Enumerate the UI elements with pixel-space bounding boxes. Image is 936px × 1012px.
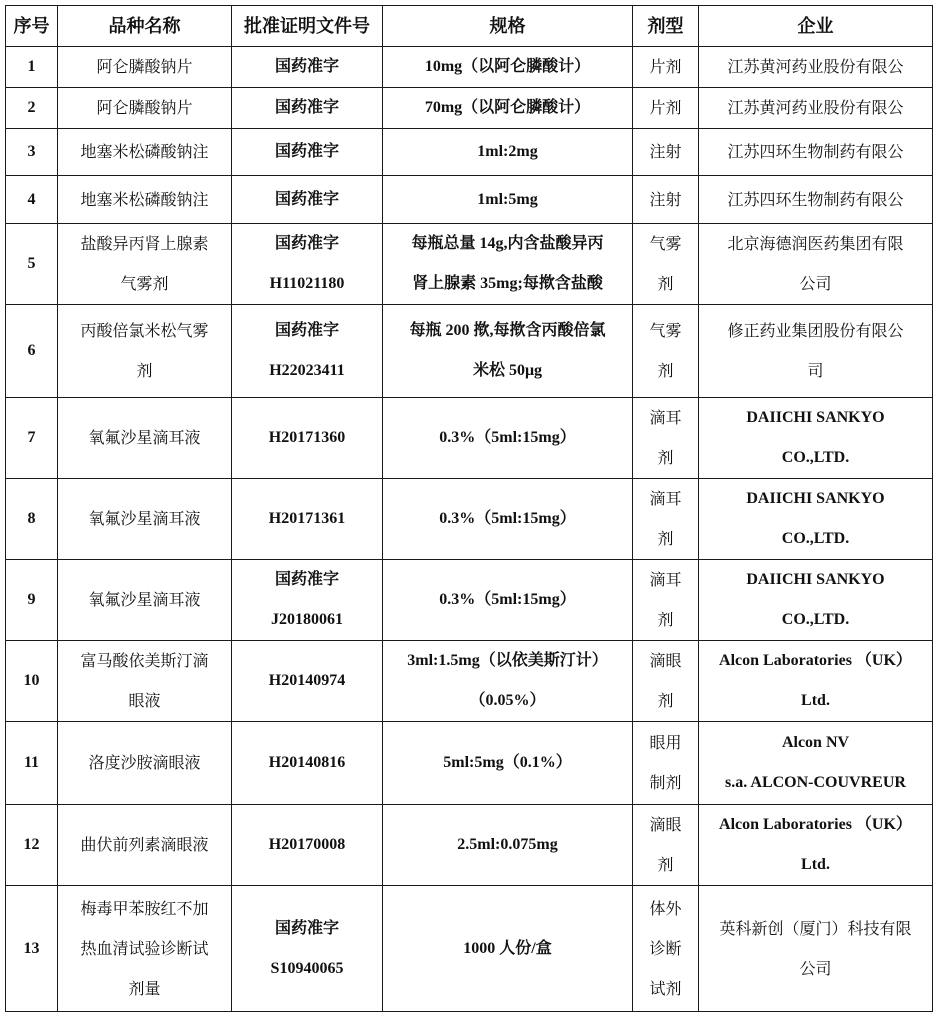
cell-seq: 6 bbox=[6, 305, 58, 398]
cell-seq: 5 bbox=[6, 224, 58, 305]
cell-name bbox=[58, 129, 232, 176]
table-row bbox=[6, 805, 933, 886]
cell-approval-line: S10940065 bbox=[270, 959, 344, 977]
cell-spec-line: 每瓶总量 14g,内含盐酸异丙 bbox=[411, 235, 604, 252]
cell-approval-line: H20171360 bbox=[268, 429, 346, 446]
cell-approval bbox=[232, 805, 383, 886]
cell-company-line: Ltd. bbox=[801, 692, 830, 709]
cell-spec bbox=[383, 479, 633, 560]
table-row bbox=[6, 305, 933, 398]
cell-approval bbox=[232, 398, 383, 479]
cell-company-line: DAIICHI SANKYO bbox=[746, 490, 885, 507]
header-company: 企业 bbox=[699, 6, 933, 47]
cell-approval-line: H22023411 bbox=[269, 362, 345, 379]
cell-name bbox=[58, 886, 232, 1012]
cell-approval-line: H11021180 bbox=[269, 275, 345, 292]
cell-form-line: 片剂 bbox=[649, 57, 682, 76]
table-row bbox=[6, 129, 933, 176]
cell-name-line: 阿仑膦酸钠片 bbox=[96, 98, 193, 117]
cell-company bbox=[699, 560, 933, 641]
header-form: 剂型 bbox=[633, 6, 699, 47]
cell-company-line: Alcon NV bbox=[781, 734, 850, 751]
table-row bbox=[6, 560, 933, 641]
header-row bbox=[6, 6, 933, 47]
cell-name-line: 氧氟沙星滴耳液 bbox=[88, 509, 201, 528]
cell-name-line: 热血清试验诊断试 bbox=[80, 938, 209, 958]
cell-form-line: 滴眼 bbox=[649, 815, 682, 834]
cell-company bbox=[699, 398, 933, 479]
cell-company-line: s.a. ALCON-COUVREUR bbox=[725, 774, 906, 791]
cell-approval-line: 国药准字 bbox=[274, 322, 339, 339]
cell-seq: 1 bbox=[6, 47, 58, 88]
cell-spec-line: 1ml:2mg bbox=[477, 143, 538, 160]
cell-seq: 4 bbox=[6, 176, 58, 224]
cell-company-line: DAIICHI SANKYO bbox=[746, 409, 885, 426]
cell-name bbox=[58, 560, 232, 641]
cell-form-line: 注射 bbox=[649, 142, 682, 161]
cell-approval bbox=[232, 305, 383, 398]
cell-company bbox=[699, 47, 933, 88]
cell-company-line: Alcon Laboratories （UK） bbox=[719, 652, 912, 669]
cell-company-line: 司 bbox=[807, 361, 824, 380]
cell-name-line: 地塞米松磷酸钠注 bbox=[80, 189, 209, 209]
cell-name bbox=[58, 224, 232, 305]
table-row bbox=[6, 176, 933, 224]
cell-seq: 3 bbox=[6, 129, 58, 176]
cell-form-line: 剂 bbox=[657, 448, 674, 467]
cell-company-line: 北京海德润医药集团有限 bbox=[727, 234, 904, 253]
cell-seq: 12 bbox=[6, 805, 58, 886]
cell-approval bbox=[232, 129, 383, 176]
cell-form bbox=[633, 129, 699, 176]
table-row bbox=[6, 224, 933, 305]
cell-company-line: 修正药业集团股份有限公 bbox=[727, 321, 904, 340]
cell-form bbox=[633, 88, 699, 129]
cell-spec bbox=[383, 805, 633, 886]
cell-name-line: 富马酸依美斯汀滴 bbox=[80, 651, 209, 670]
cell-company bbox=[699, 88, 933, 129]
cell-spec-line: 10mg（以阿仑膦酸计） bbox=[424, 58, 591, 75]
cell-spec-line: 70mg（以阿仑膦酸计） bbox=[424, 99, 591, 116]
cell-name bbox=[58, 305, 232, 398]
cell-name-line: 剂量 bbox=[128, 978, 161, 998]
cell-form bbox=[633, 560, 699, 641]
table-body bbox=[6, 47, 933, 1012]
cell-spec-line: 肾上腺素 35mg;每揿含盐酸 bbox=[412, 275, 603, 292]
cell-spec bbox=[383, 47, 633, 88]
header-spec: 规格 bbox=[383, 6, 633, 47]
cell-form-line: 制剂 bbox=[649, 773, 682, 792]
cell-approval bbox=[232, 886, 383, 1012]
cell-spec-line: （0.05%） bbox=[469, 692, 546, 709]
cell-name bbox=[58, 176, 232, 224]
cell-name-line: 洛度沙胺滴眼液 bbox=[88, 753, 201, 772]
cell-form-line: 剂 bbox=[657, 691, 674, 710]
cell-form-line: 注射 bbox=[649, 189, 682, 209]
cell-name-line: 盐酸异丙肾上腺素 bbox=[80, 234, 209, 253]
cell-form-line: 试剂 bbox=[649, 978, 682, 998]
cell-seq: 11 bbox=[6, 722, 58, 805]
table-row bbox=[6, 47, 933, 88]
cell-form-line: 剂 bbox=[657, 529, 674, 548]
cell-spec bbox=[383, 722, 633, 805]
cell-spec bbox=[383, 560, 633, 641]
cell-name-line: 气雾剂 bbox=[120, 274, 169, 293]
cell-spec-line: 1ml:5mg bbox=[477, 190, 538, 208]
cell-form-line: 剂 bbox=[657, 274, 674, 293]
table-row bbox=[6, 398, 933, 479]
cell-spec bbox=[383, 398, 633, 479]
cell-approval bbox=[232, 641, 383, 722]
cell-company-line: CO.,LTD. bbox=[781, 449, 850, 466]
cell-form bbox=[633, 479, 699, 560]
cell-spec bbox=[383, 129, 633, 176]
cell-spec bbox=[383, 886, 633, 1012]
cell-company-line: 江苏四环生物制药有限公 bbox=[727, 142, 904, 161]
cell-approval bbox=[232, 88, 383, 129]
cell-form bbox=[633, 722, 699, 805]
table-row bbox=[6, 722, 933, 805]
cell-name bbox=[58, 722, 232, 805]
cell-name bbox=[58, 641, 232, 722]
cell-company-line: Alcon Laboratories （UK） bbox=[719, 816, 912, 833]
table-row bbox=[6, 886, 933, 1012]
cell-approval-line: 国药准字 bbox=[274, 190, 339, 208]
cell-form-line: 滴耳 bbox=[649, 570, 682, 589]
header-name: 品种名称 bbox=[58, 6, 232, 47]
cell-name-line: 地塞米松磷酸钠注 bbox=[80, 142, 209, 161]
cell-name bbox=[58, 479, 232, 560]
cell-company-line: 江苏黄河药业股份有限公 bbox=[727, 57, 904, 76]
cell-seq: 10 bbox=[6, 641, 58, 722]
cell-name-line: 阿仑膦酸钠片 bbox=[96, 57, 193, 76]
cell-approval-line: 国药准字 bbox=[274, 58, 339, 75]
cell-company bbox=[699, 176, 933, 224]
cell-spec-line: 0.3%（5ml:15mg） bbox=[439, 510, 576, 527]
cell-name-line: 梅毒甲苯胺红不加 bbox=[80, 898, 209, 918]
cell-spec bbox=[383, 305, 633, 398]
cell-company-line: 江苏四环生物制药有限公 bbox=[727, 189, 904, 209]
cell-name-line: 丙酸倍氯米松气雾 bbox=[80, 321, 209, 340]
header-seq: 序号 bbox=[6, 6, 58, 47]
cell-form bbox=[633, 305, 699, 398]
cell-company-line: DAIICHI SANKYO bbox=[746, 571, 885, 588]
cell-form bbox=[633, 886, 699, 1012]
cell-spec-line: 0.3%（5ml:15mg） bbox=[439, 429, 576, 446]
cell-company-line: 公司 bbox=[799, 958, 832, 978]
cell-spec-line: 3ml:1.5mg（以依美斯汀计） bbox=[407, 652, 608, 669]
cell-form-line: 剂 bbox=[657, 610, 674, 629]
header-approval: 批准证明文件号 bbox=[232, 6, 383, 47]
table-row bbox=[6, 479, 933, 560]
cell-form-line: 剂 bbox=[657, 855, 674, 874]
cell-form bbox=[633, 398, 699, 479]
cell-spec-line: 米松 50μg bbox=[472, 362, 543, 379]
cell-name bbox=[58, 88, 232, 129]
cell-seq: 13 bbox=[6, 886, 58, 1012]
cell-form-line: 滴眼 bbox=[649, 651, 682, 670]
cell-company-line: CO.,LTD. bbox=[781, 530, 850, 547]
cell-seq: 9 bbox=[6, 560, 58, 641]
cell-approval bbox=[232, 560, 383, 641]
table-row bbox=[6, 88, 933, 129]
cell-company-line: Ltd. bbox=[801, 856, 830, 873]
cell-form-line: 滴耳 bbox=[649, 489, 682, 508]
cell-approval-line: H20171361 bbox=[268, 510, 346, 527]
cell-company bbox=[699, 886, 933, 1012]
cell-name-line: 曲伏前列素滴眼液 bbox=[80, 835, 209, 854]
cell-seq: 2 bbox=[6, 88, 58, 129]
cell-form bbox=[633, 641, 699, 722]
cell-spec-line: 0.3%（5ml:15mg） bbox=[439, 591, 576, 608]
cell-spec bbox=[383, 224, 633, 305]
cell-name-line: 氧氟沙星滴耳液 bbox=[88, 590, 201, 609]
cell-form-line: 气雾 bbox=[649, 234, 682, 253]
cell-form bbox=[633, 47, 699, 88]
cell-spec-line: 5ml:5mg（0.1%） bbox=[443, 754, 572, 771]
cell-seq: 8 bbox=[6, 479, 58, 560]
cell-form-line: 眼用 bbox=[649, 733, 682, 752]
cell-approval bbox=[232, 47, 383, 88]
cell-company-line: 江苏黄河药业股份有限公 bbox=[727, 98, 904, 117]
cell-form-line: 滴耳 bbox=[649, 408, 682, 427]
cell-form bbox=[633, 224, 699, 305]
cell-form-line: 片剂 bbox=[649, 98, 682, 117]
cell-form-line: 体外 bbox=[649, 898, 682, 918]
cell-company-line: 英科新创（厦门）科技有限 bbox=[719, 918, 912, 938]
cell-spec-line: 每瓶 200 揿,每揿含丙酸倍氯 bbox=[409, 322, 606, 339]
cell-company bbox=[699, 305, 933, 398]
cell-name-line: 剂 bbox=[136, 361, 153, 380]
cell-approval-line: 国药准字 bbox=[274, 571, 339, 588]
cell-approval-line: 国药准字 bbox=[274, 919, 339, 937]
cell-approval-line: 国药准字 bbox=[274, 143, 339, 160]
cell-name-line: 氧氟沙星滴耳液 bbox=[88, 428, 201, 447]
drug-approval-table bbox=[5, 5, 933, 1012]
cell-spec-line: 2.5ml:0.075mg bbox=[457, 836, 558, 853]
cell-approval bbox=[232, 224, 383, 305]
cell-spec bbox=[383, 88, 633, 129]
cell-form-line: 诊断 bbox=[649, 938, 682, 958]
cell-company bbox=[699, 641, 933, 722]
cell-seq: 7 bbox=[6, 398, 58, 479]
cell-name-line: 眼液 bbox=[128, 691, 161, 710]
cell-company-line: CO.,LTD. bbox=[781, 611, 850, 628]
cell-spec bbox=[383, 641, 633, 722]
cell-approval bbox=[232, 176, 383, 224]
cell-company bbox=[699, 722, 933, 805]
cell-form-line: 剂 bbox=[657, 361, 674, 380]
cell-approval-line: J20180061 bbox=[271, 611, 343, 628]
cell-company bbox=[699, 479, 933, 560]
cell-form bbox=[633, 176, 699, 224]
cell-form-line: 气雾 bbox=[649, 321, 682, 340]
cell-company bbox=[699, 224, 933, 305]
cell-name bbox=[58, 47, 232, 88]
cell-name bbox=[58, 398, 232, 479]
cell-approval-line: 国药准字 bbox=[274, 235, 339, 252]
table-row bbox=[6, 641, 933, 722]
cell-spec-line: 1000 人份/盒 bbox=[463, 939, 552, 957]
cell-company bbox=[699, 805, 933, 886]
cell-name bbox=[58, 805, 232, 886]
cell-approval-line: 国药准字 bbox=[274, 99, 339, 116]
cell-spec bbox=[383, 176, 633, 224]
cell-approval-line: H20140974 bbox=[268, 672, 346, 689]
cell-company-line: 公司 bbox=[799, 274, 832, 293]
cell-form bbox=[633, 805, 699, 886]
cell-approval-line: H20170008 bbox=[268, 836, 346, 853]
cell-approval bbox=[232, 479, 383, 560]
cell-company bbox=[699, 129, 933, 176]
cell-approval bbox=[232, 722, 383, 805]
cell-approval-line: H20140816 bbox=[268, 754, 346, 771]
